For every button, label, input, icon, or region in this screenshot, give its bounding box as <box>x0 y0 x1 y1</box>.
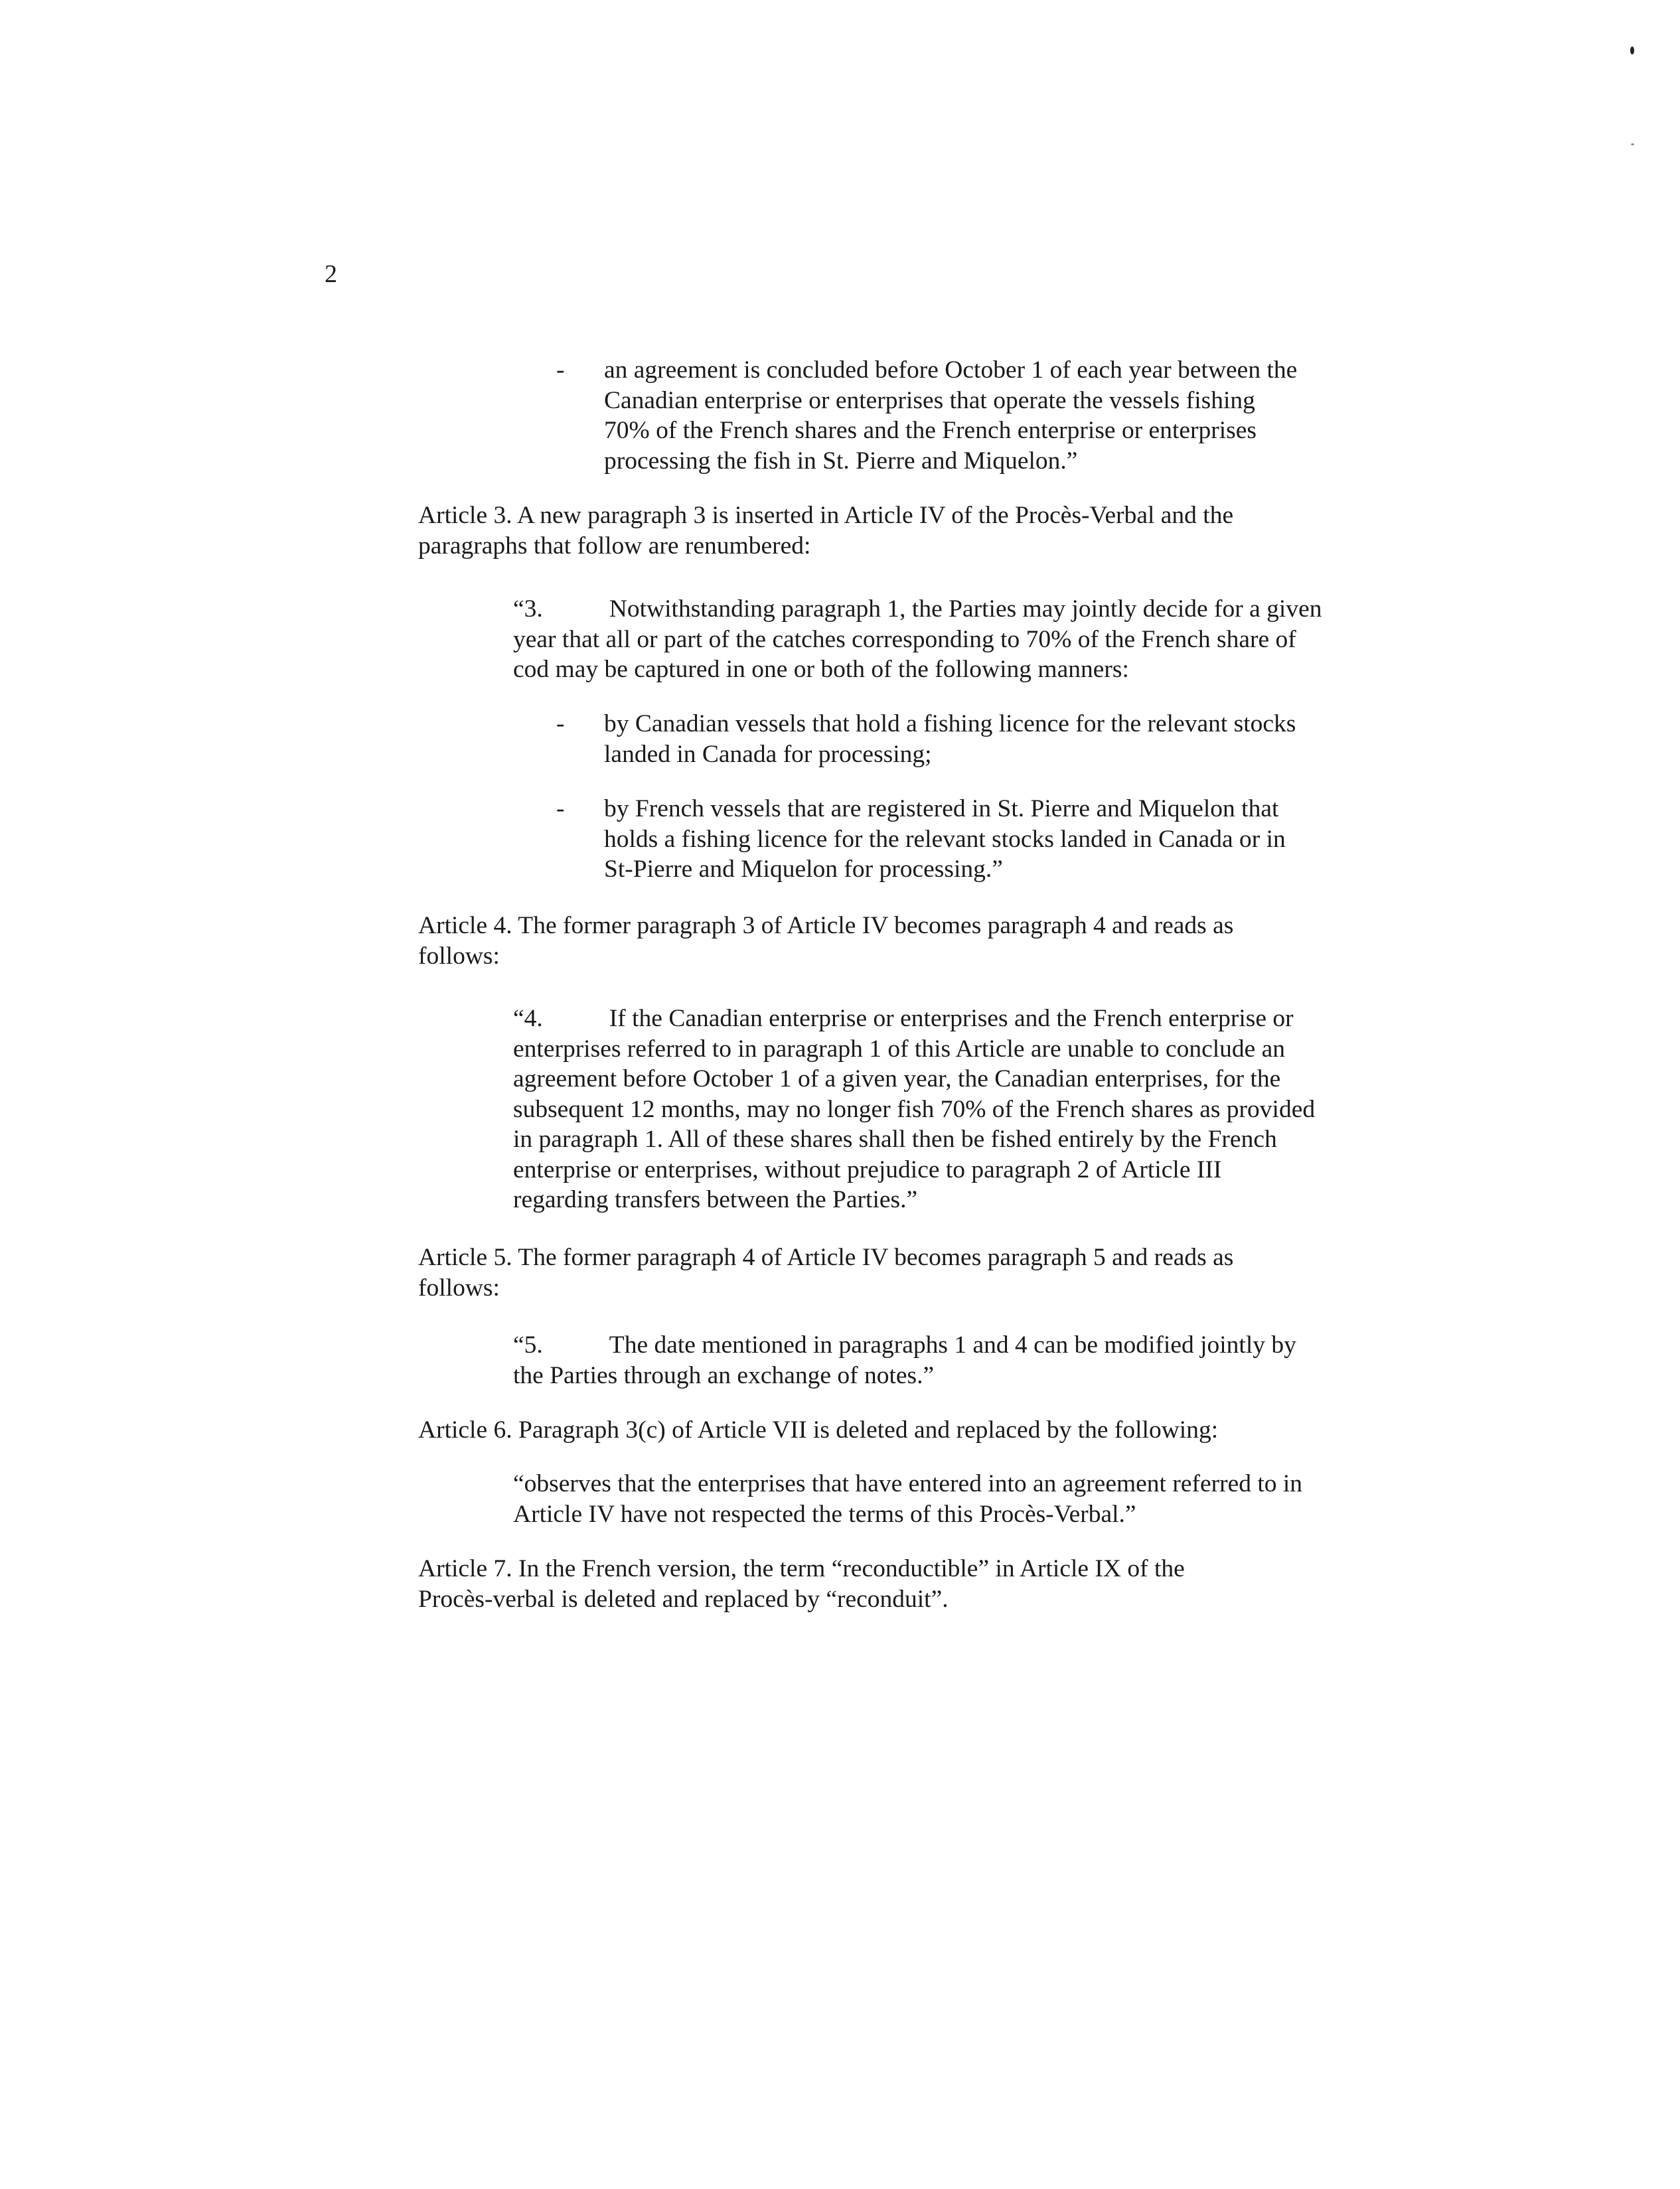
text-line: Article 6. Paragraph 3(c) of Article VII is deleted and replaced by the following: <box>418 1416 1219 1444</box>
text-line: follows: <box>418 1274 500 1302</box>
text-line: enterprises referred to in paragraph 1 of this Article are unable to conclude an <box>513 1035 1286 1063</box>
text-line: If the Canadian enterprise or enterprises and the French enterprise or <box>609 1005 1294 1032</box>
text-line: Article 7. In the French version, the term “reconductible” in Article IX of the <box>418 1555 1185 1582</box>
bullet-item-french-vessels <box>604 794 1286 885</box>
text-line: Article 3. A new paragraph 3 is inserted in Article IV of the Procès-Verbal and the <box>418 502 1234 529</box>
scan-speck <box>1630 46 1634 54</box>
text-line: Article 4. The former paragraph 3 of Article IV becomes paragraph 4 and reads as <box>418 912 1234 939</box>
text-line: Procès-verbal is deleted and replaced by “reconduit”. <box>418 1585 949 1613</box>
bullet-dash: - <box>556 710 565 737</box>
text-line: in paragraph 1. All of these shares shall then be fished entirely by the French <box>513 1126 1277 1153</box>
text-line: Article IV have not respected the terms of this Procès-Verbal.” <box>513 1500 1136 1528</box>
bullet-dash: - <box>556 795 565 822</box>
paragraph-6-quote <box>513 1469 1302 1529</box>
text-line: the Parties through an exchange of notes.” <box>513 1361 935 1389</box>
text-line: subsequent 12 months, may no longer fish 70% of the French shares as provided <box>513 1095 1316 1123</box>
paragraph-4 <box>513 1004 1315 1215</box>
article-4 <box>418 911 1233 971</box>
text-line: holds a fishing licence for the relevant stocks landed in Canada or in <box>604 825 1286 853</box>
paragraph-3 <box>513 594 1322 685</box>
bullet-dash: - <box>556 356 565 384</box>
article-6 <box>418 1415 1218 1446</box>
text-line: 70% of the French shares and the French enterprise or enterprises <box>604 417 1257 444</box>
article-7 <box>418 1554 1185 1614</box>
text-line: by Canadian vessels that hold a fishing licence for the relevant stocks <box>604 710 1296 737</box>
text-line: regarding transfers between the Parties.” <box>513 1186 918 1213</box>
article-3 <box>418 500 1233 561</box>
text-line: landed in Canada for processing; <box>604 740 932 768</box>
text-line: processing the fish in St. Pierre and Miquelon.” <box>604 447 1078 475</box>
text-line: Canadian enterprise or enterprises that operate the vessels fishing <box>604 386 1255 414</box>
text-line: paragraphs that follow are renumbered: <box>418 532 811 560</box>
text-line: “observes that the enterprises that have entered into an agreement referred to in <box>513 1470 1303 1497</box>
paragraph-number: “4. <box>513 1005 543 1032</box>
text-line: year that all or part of the catches corresponding to 70% of the French share of <box>513 625 1296 653</box>
paragraph-number: “5. <box>513 1331 543 1359</box>
text-line: an agreement is concluded before October 1 of each year between the <box>604 356 1298 384</box>
text-line: enterprise or enterprises, without prejudice to paragraph 2 of Article III <box>513 1156 1222 1183</box>
bullet-item-canadian-vessels <box>604 709 1296 769</box>
paragraph-number: “3. <box>513 595 543 623</box>
text-line: St-Pierre and Miquelon for processing.” <box>604 856 1003 883</box>
text-line: follows: <box>418 942 500 970</box>
text-line: The date mentioned in paragraphs 1 and 4 can be modified jointly by <box>609 1331 1296 1359</box>
paragraph-5 <box>513 1330 1296 1391</box>
text-line: Notwithstanding paragraph 1, the Parties may jointly decide for a given <box>609 595 1322 623</box>
text-line: cod may be captured in one or both of the following manners: <box>513 656 1129 683</box>
text-line: by French vessels that are registered in St. Pierre and Miquelon that <box>604 795 1279 822</box>
scan-speck <box>1631 143 1634 145</box>
text-line: Article 5. The former paragraph 4 of Article IV becomes paragraph 5 and reads as <box>418 1244 1234 1271</box>
article-5 <box>418 1243 1233 1303</box>
page-number: 2 <box>325 260 337 288</box>
bullet-item-agreement <box>604 355 1297 476</box>
text-line: agreement before October 1 of a given year, the Canadian enterprises, for the <box>513 1065 1281 1093</box>
